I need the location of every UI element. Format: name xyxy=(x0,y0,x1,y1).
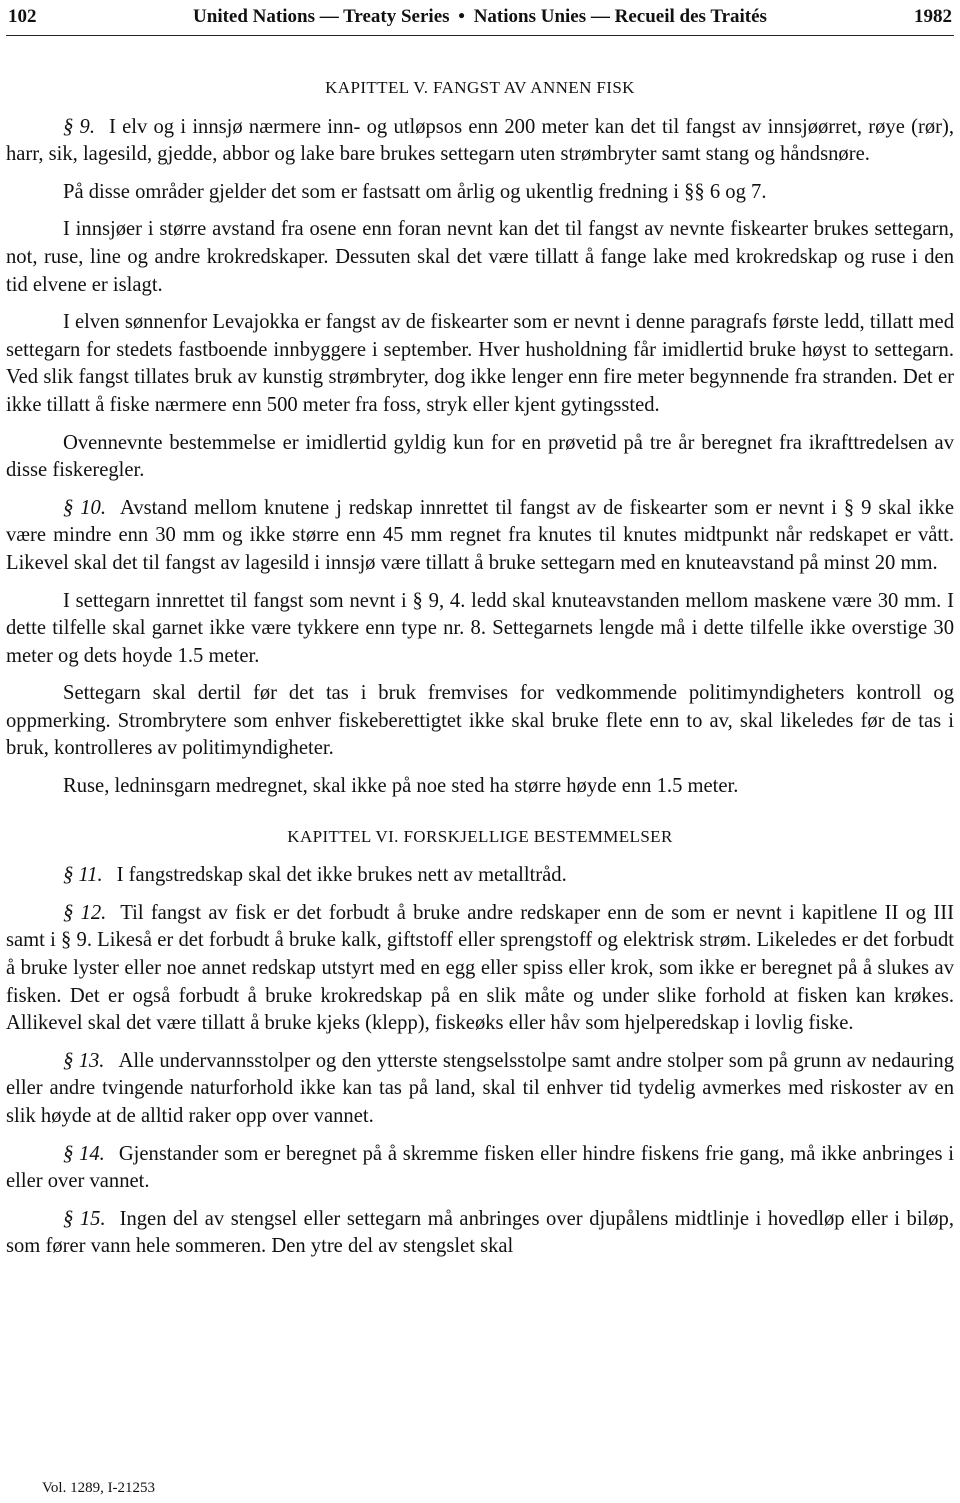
section-number: § 15. xyxy=(63,1207,106,1230)
section-number: § 13. xyxy=(63,1049,105,1072)
paragraph xyxy=(6,1206,954,1261)
section-number: § 11. xyxy=(63,864,103,887)
series-title-fr: Nations Unies — Recueil des Traités xyxy=(473,6,767,27)
paragraph xyxy=(6,114,954,169)
section-number: § 10. xyxy=(63,496,106,519)
paragraph: I settegarn innrettet til fangst som nevnt i § 9, 4. ledd skal knuteavstanden mellom maskene være 30 mm. I dette tilfelle skal garnet ikke være tykkere enn type nr. 8. Settegarnets lengde må i dette tilfelle ikke overstige 30 meter og dets hoyde 1.5 meter. xyxy=(6,589,954,667)
paragraph: I elven sønnenfor Levajokka er fangst av de fiskearter som er nevnt i denne paragrafs første ledd, tillatt med settegarn for stedets fastboende innbyggere i september. Hver husholdning får imidlertid bruke høyst to settegarn. Ved slik fangst tillates bruk av kunstig strømbryter, dog ikke lenger enn fire meter begynnende fra stranden. Det er ikke tillatt å fiske nærmere enn 500 meter fra foss, stryk eller kjent gytingssted. xyxy=(6,311,954,416)
paragraph: Ovennevnte bestemmelse er imidlertid gyldig kun for en prøvetid på tre år beregnet fra ikrafttredelsen av disse fiskeregler. xyxy=(6,431,954,482)
volume-reference: Vol. 1289, I-21253 xyxy=(42,1480,156,1496)
paragraph: I innsjøer i større avstand fra osene enn foran nevnt kan det til fangst av nevnte fiskearter brukes settegarn, not, ruse, line og andre krokredskaper. Dessuten skal det være tillatt å fange lake med krokredskap og ruse i den tid elvene er islagt. xyxy=(6,218,954,296)
header-year: 1982 xyxy=(914,6,952,27)
paragraph-text: Til fangst av fisk er det forbudt å bruke andre redskaper enn de som er nevnt i kapitlene II og III samt i § 9. Likeså er det forbudt å bruke kalk, giftstoff eller sprengstoff og elektrisk strøm. Likeledes er det forbudt å bruke lyster eller noe annet redskap utstyrt med en egg eller spiss eller krok, som ikke er beregnet på å slukes av fisken. Det er også forbudt å bruke krokredskap på en slik måte og under slike forhold at fisken kan krøkes. Allikevel skal det være tillatt å bruke kjeks (klepp), fiskeøks eller håv som hjelperedskap i lovlig fiske. xyxy=(6,901,954,1035)
section-number: § 9. xyxy=(63,115,95,138)
paragraph-text: Avstand mellom knutene j redskap innrettet til fangst av de fiskearter som er nevnt i § 9 skal ikke være mindre enn 30 mm og ikke større enn 45 mm regnet fra knutes til knutes midtpunkt når redskapet er vått. Likevel skal det til fangst av lagesild i innsjø være tillatt å bruke settegarn med en knuteavstand på minst 20 mm. xyxy=(6,496,954,574)
paragraph xyxy=(6,1048,954,1131)
page-number: 102 xyxy=(8,6,37,27)
paragraph xyxy=(6,900,954,1038)
series-title-en: United Nations — Treaty Series xyxy=(193,6,450,27)
section-number: § 14. xyxy=(63,1142,105,1165)
paragraph-text: I elv og i innsjø nærmere inn- og utløpsos enn 200 meter kan det til fangst av innsjøørret, røye (rør), harr, sik, lagesild, gjedde, abbor og lake bare brukes settegarn uten strømbryter samt stang og håndsnøre. xyxy=(6,115,954,166)
paragraph: Ruse, ledninsgarn medregnet, skal ikke på noe sted ha større høyde enn 1.5 meter. xyxy=(63,775,739,798)
document-body xyxy=(6,74,954,1271)
paragraph: På disse områder gjelder det som er fastsatt om årlig og ukentlig fredning i §§ 6 og 7. xyxy=(63,180,767,203)
section-number: § 12. xyxy=(63,901,107,924)
paragraph-text: Alle undervannsstolper og den ytterste stengselsstolpe samt andre stolper som på grunn av nedauring eller andre tvingende naturforhold ikke kan tas på land, skal til enhver tid tydelig avmerkes med riskoster av en slik høyde at de alltid raker opp over vannet. xyxy=(6,1049,954,1127)
paragraph xyxy=(6,1141,954,1196)
paragraph-text: Ingen del av stengsel eller settegarn må anbringes over djupålens midtlinje i hovedløp eller i biløp, som fører vann hele sommeren. Den ytre del av stengslet skal xyxy=(6,1207,954,1258)
series-title xyxy=(8,6,952,28)
header-rule xyxy=(6,35,954,36)
chapter-heading: KAPITTEL V. FANGST AV ANNEN FISK xyxy=(325,78,635,97)
paragraph-text: I fangstredskap skal det ikke brukes nett av metalltråd. xyxy=(116,864,567,887)
paragraph xyxy=(6,495,954,578)
paragraph xyxy=(6,862,954,890)
paragraph-text: Gjenstander som er beregnet på å skremme fisken eller hindre fiskens frie gang, må ikke anbringes i eller over vannet. xyxy=(6,1142,954,1193)
chapter-heading: KAPITTEL VI. FORSKJELLIGE BESTEMMELSER xyxy=(287,826,673,846)
running-header xyxy=(8,4,952,30)
paragraph: Settegarn skal dertil før det tas i bruk fremvises for vedkommende politimyndigheters kontroll og oppmerking. Strombrytere som enhver fiskeberettigtet ikke skal bruke flete enn to av, skal likeledes før de tas i bruk, kontrolleres av politimyndigheter. xyxy=(6,682,954,760)
bullet-separator: • xyxy=(458,6,465,27)
